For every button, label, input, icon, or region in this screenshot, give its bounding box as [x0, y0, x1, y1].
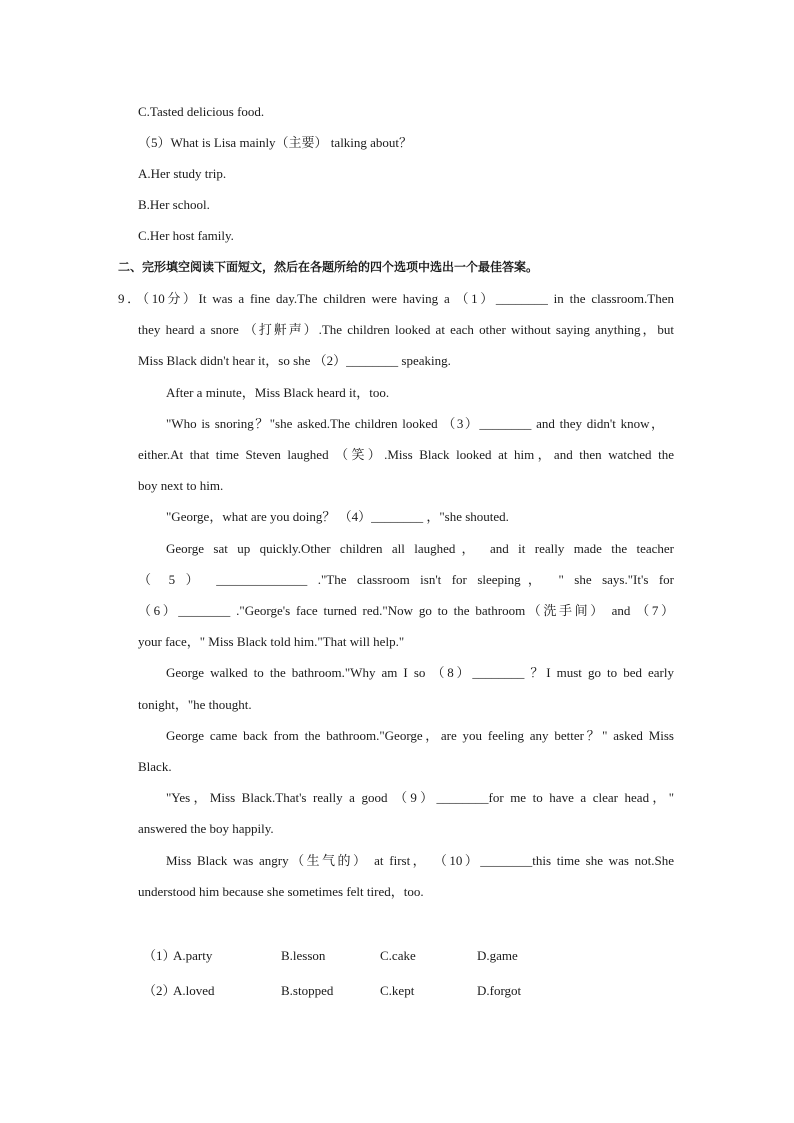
passage-line: （ 5 ） ______________ ."The classroom isn't for sleeping， " she says."It's for	[138, 572, 674, 587]
option-a: A.loved	[173, 983, 215, 998]
passage-line: understood him because she sometimes felt tired，too.	[138, 884, 424, 899]
option-number: （2）	[143, 983, 176, 998]
q4-option-c: C.Tasted delicious food.	[138, 104, 265, 119]
option-d: D.forgot	[477, 983, 522, 998]
q5-option-b: B.Her school.	[138, 197, 210, 212]
option-b: B.lesson	[281, 948, 326, 963]
q5-stem: （5）What is Lisa mainly（主要） talking about？	[138, 135, 413, 150]
passage-line: "George，what are you doing？ （4）________ ，"she shouted.	[166, 509, 509, 524]
q5-option-c: C.Her host family.	[138, 228, 234, 243]
passage-line: "Who is snoring？"she asked.The children looked （3）________ and they didn't know，	[166, 416, 664, 431]
passage-line: "Yes，Miss Black.That's really a good （9）________for me to have a clear head，"	[166, 790, 674, 805]
section-heading: 二、完形填空阅读下面短文，然后在各题所给的四个选项中选出一个最佳答案。	[118, 260, 539, 274]
passage-line: boy next to him.	[138, 478, 224, 493]
passage-line: 9．（10分）It was a fine day.The children were having a （1）________ in the classroom.Then	[118, 291, 674, 306]
option-c: C.cake	[380, 948, 416, 963]
passage-line: George came back from the bathroom."George，are you feeling any better？" asked Miss	[166, 728, 674, 743]
option-number: （1）	[143, 948, 176, 963]
passage-line: they heard a snore （打鼾声）.The children looked at each other without saying anything，but	[138, 322, 674, 337]
passage-line: Miss Black didn't hear it，so she （2）________ speaking.	[138, 353, 451, 368]
option-c: C.kept	[380, 983, 415, 998]
q5-option-a: A.Her study trip.	[138, 166, 227, 181]
option-b: B.stopped	[281, 983, 334, 998]
passage-line: tonight，"he thought.	[138, 697, 252, 712]
passage-line: answered the boy happily.	[138, 821, 274, 836]
passage-line: （6）________ ."George's face turned red."Now go to the bathroom（洗手间） and （7）	[138, 603, 674, 618]
passage-line: George sat up quickly.Other children all laughed， and it really made the teacher	[166, 541, 674, 556]
passage-line: Miss Black was angry（生气的） at first， （10）________this time she was not.She	[166, 853, 674, 868]
option-a: A.party	[173, 948, 213, 963]
passage-line: After a minute，Miss Black heard it，too.	[166, 385, 390, 400]
passage-line: either.At that time Steven laughed （笑）.Miss Black looked at him，and then watched the	[138, 447, 674, 462]
option-d: D.game	[477, 948, 518, 963]
passage-line: your face，" Miss Black told him."That will help."	[138, 634, 405, 649]
passage-line: Black.	[138, 759, 172, 774]
passage-line: George walked to the bathroom."Why am I so （8）________ ？I must go to bed early	[166, 665, 674, 680]
